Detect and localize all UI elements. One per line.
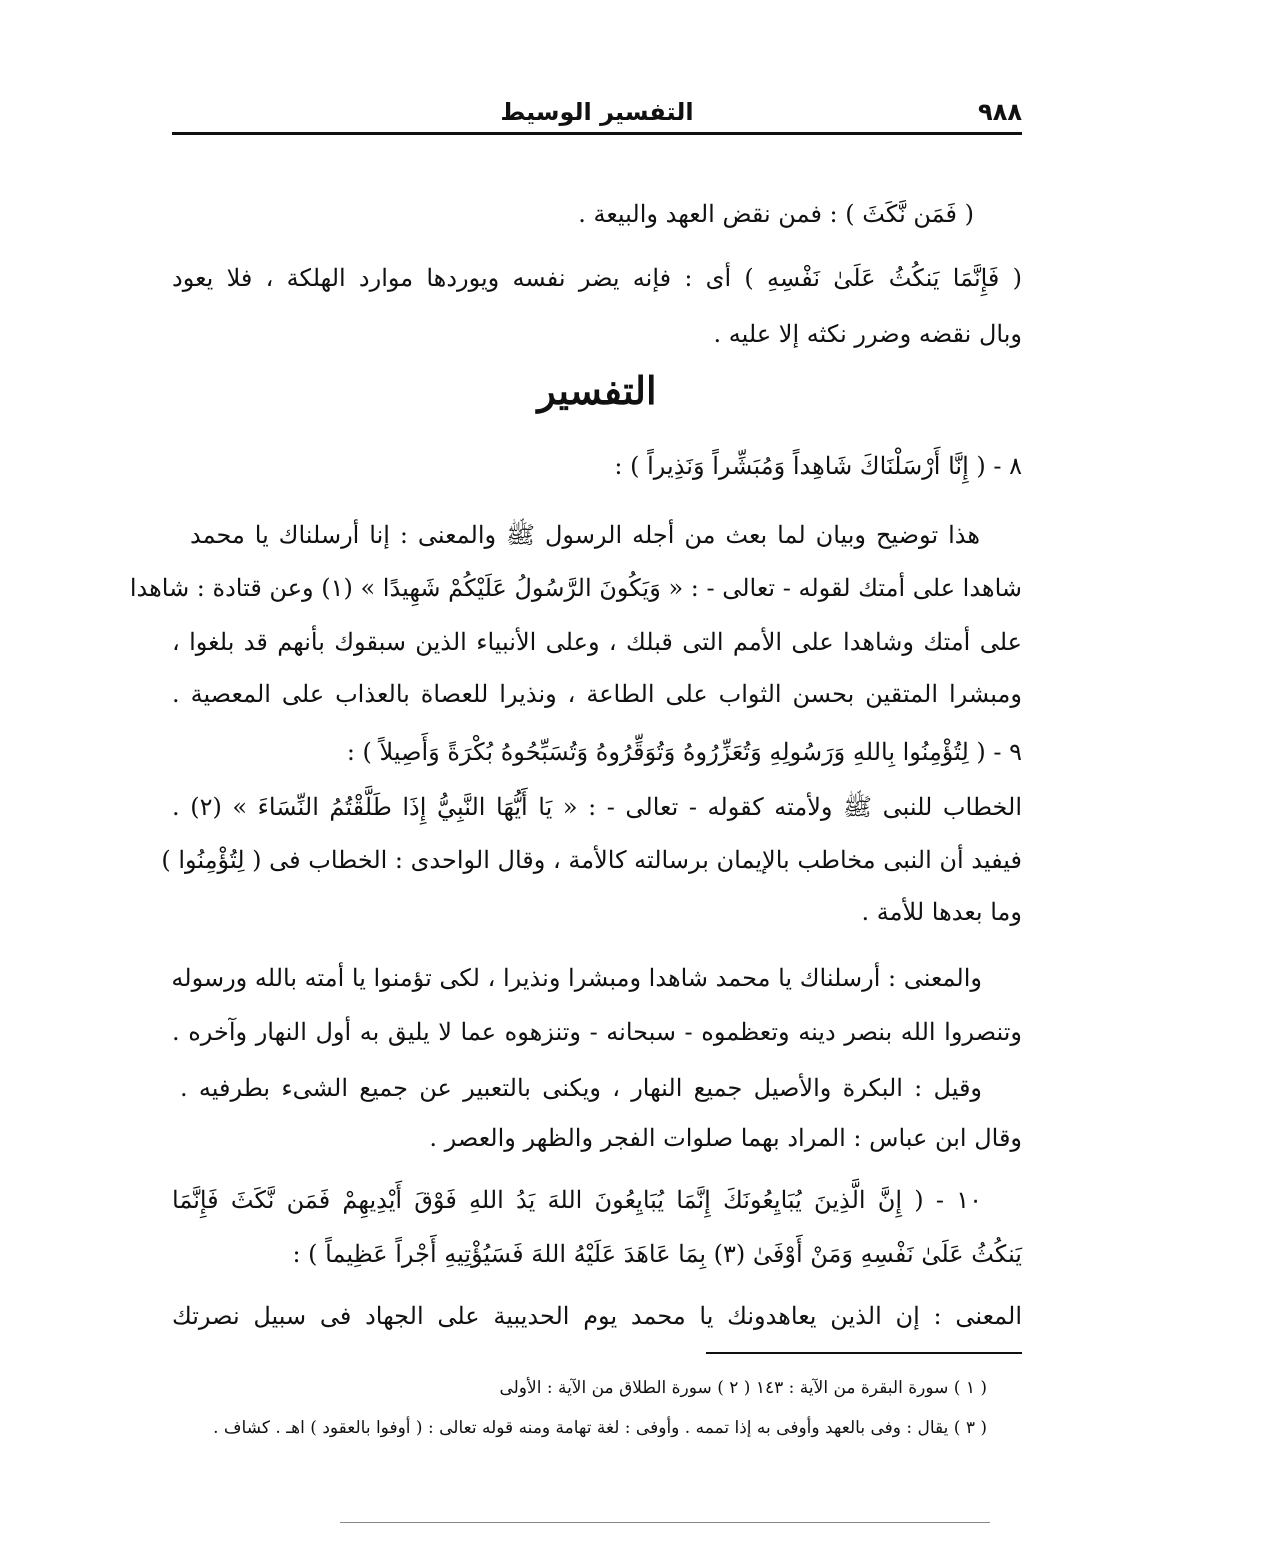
meaning-line-2: وتنصروا الله بنصر دينه وتعظموه - سبحانه - وتنزهوه عما لا يليق به أول النهار وآخره . [172, 1018, 1022, 1046]
bottom-scan-line [340, 1522, 990, 1523]
qil-line-1: وقيل : البكرة والأصيل جميع النهار ، ويكنى بالتعبير عن جميع الشىء بطرفيه . [180, 1074, 982, 1102]
verse-8: ٨ - ( إِنَّا أَرْسَلْنَاكَ شَاهِداً وَمُبَشِّراً وَنَذِيراً ) : [614, 452, 1022, 480]
para-8-line-1: هذا توضيح وبيان لما بعث من أجله الرسول ﷺ والمعنى : إنا أرسلناك يا محمد [190, 521, 980, 549]
para-9-line-1: الخطاب للنبى ﷺ ولأمته كقوله - تعالى - : « يَا أَيُّهَا النَّبِيُّ إِذَا طَلَّقْتُمُ النِّسَاءَ » (٢) . [172, 793, 1022, 821]
para-8-line-2: شاهدا على أمتك لقوله - تعالى - : « وَيَكُونَ الرَّسُولُ عَلَيْكُمْ شَهِيدًا » (١) وعن قتادة : شاهدا [129, 574, 1022, 602]
footnote-separator [706, 1352, 1022, 1354]
para-10-line-1: المعنى : إن الذين يعاهدونك يا محمد يوم الحديبية على الجهاد فى سبيل نصرتك [172, 1302, 1023, 1330]
verse-9: ٩ - ( لِتُؤْمِنُوا بِاللهِ وَرَسُولِهِ وَتُعَزِّرُوهُ وَتُوَقِّرُوهُ وَتُسَبِّحُوهُ بُكْرَةً وَأَصِيلاً ) : [346, 738, 1022, 766]
para-9-line-2: فيفيد أن النبى مخاطب بالإيمان برسالته كالأمة ، وقال الواحدى : الخطاب فى ( لِتُؤْمِنُوا ) [161, 846, 1022, 874]
page-header [172, 98, 1022, 135]
section-title: التفسير [537, 368, 657, 413]
para-8-line-3: على أمتك وشاهدا على الأمم التى قبلك ، وعلى الأنبياء الذين سبقوك بأنهم قد بلغوا ، [172, 628, 1022, 656]
meaning-line-1: والمعنى : أرسلناك يا محمد شاهدا ومبشرا ونذيرا ، لكى تؤمنوا يا أمته بالله ورسوله [171, 964, 982, 992]
line-nakatha: ( فَمَن نَّكَثَ ) : فمن نقض العهد والبيعة . [578, 200, 974, 228]
page-number: ٩٨٨ [978, 98, 1022, 126]
footnote-3: ( ٣ ) يقال : وفى بالعهد وأوفى به إذا تممه . وأوفى : لغة تهامة ومنه قوله تعالى : ( أوفوا بالعقود ) اهـ . كشاف . [213, 1418, 987, 1438]
footnote-1-2: ( ١ ) سورة البقرة من الآية : ١٤٣ ( ٢ ) سورة الطلاق من الآية : الأولى [499, 1378, 987, 1398]
para-9-line-3: وما بعدها للأمة . [861, 898, 1022, 926]
qil-line-2: وقال ابن عباس : المراد بهما صلوات الفجر والظهر والعصر . [429, 1124, 1022, 1152]
line-wabal: وبال نقضه وضرر نكثه إلا عليه . [713, 320, 1022, 348]
line-fainnama: ( فَإِنَّمَا يَنكُثُ عَلَىٰ نَفْسِهِ ) أى : فإنه يضر نفسه ويوردها موارد الهلكة ، فلا يعود [172, 264, 1022, 292]
verse-10-line-2: يَنكُثُ عَلَىٰ نَفْسِهِ وَمَنْ أَوْفَىٰ (٣) بِمَا عَاهَدَ عَلَيْهُ اللهَ فَسَيُؤْتِيهِ أَجْراً عَظِيماً ) : [292, 1240, 1022, 1268]
para-8-line-4: ومبشرا المتقين بحسن الثواب على الطاعة ، ونذيرا للعصاة بالعذاب على المعصية . [172, 680, 1022, 708]
running-title: التفسير الوسيط [500, 98, 694, 126]
verse-10-line-1: ١٠ - ( إِنَّ الَّذِينَ يُبَايِعُونَكَ إِنَّمَا يُبَايِعُونَ اللهَ يَدُ اللهِ فَوْقَ أَيْدِيهِمْ فَمَن نَّكَثَ فَإِنَّمَا [172, 1186, 983, 1214]
